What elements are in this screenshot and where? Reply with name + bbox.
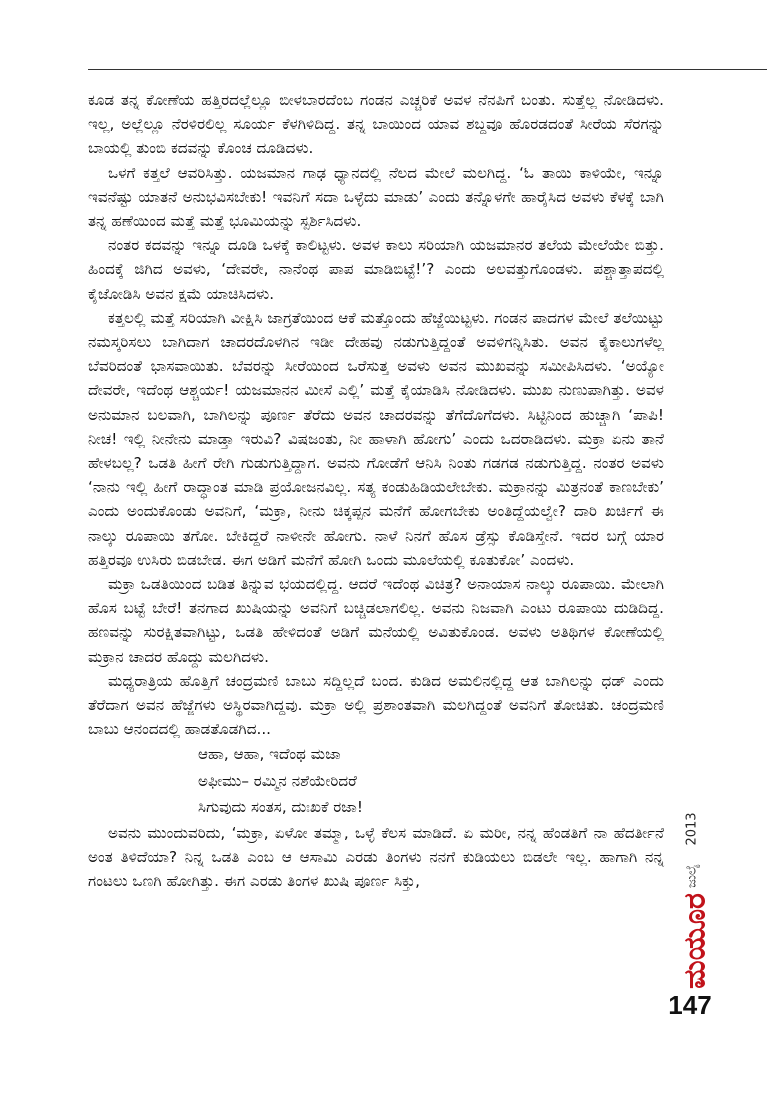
page-number: 147 xyxy=(668,990,712,1020)
issue-year-text: 2013 xyxy=(684,812,700,846)
paragraph-5: ಮಕ್ರಾ ಒಡತಿಯಿಂದ ಬಡಿತ ತಿನ್ನುವ ಭಯದಲ್ಲಿದ್ದ. ಆದರೆ ಇದೆಂಥ ವಿಚಿತ್ರ? ಅನಾಯಾಸ ನಾಲ್ಕು ರೂಪಾಯಿ. ಮೇಲಾಗಿ ಹೊಸ ಬಟ್ಟೆ ಬೇರೆ! ತನಗಾದ ಖುಷಿಯನ್ನು ಅವನಿಗೆ ಬಚ್ಚಿಡಲಾಗಲಿಲ್ಲ. ಅವನು ನಿಜವಾಗಿ ಎಂಟು ರೂಪಾಯಿ ದುಡಿದಿದ್ದ. ಹಣವನ್ನು ಸುರಕ್ಷಿತವಾಗಿಟ್ಟು, ಒಡತಿ ಹೇಳಿದಂತೆ ಅಡಿಗೆ ಮನೆಯಲ್ಲಿ ಅವಿತುಕೊಂಡ. ಅವಳು ಅತಿಥಿಗಳ ಕೋಣೆಯಲ್ಲಿ ಮಕ್ರಾನ ಚಾದರ ಹೊದ್ದು ಮಲಗಿದಳು. xyxy=(88,575,664,666)
issue-year xyxy=(681,804,703,854)
paragraph-3: ನಂತರ ಕದವನ್ನು ಇನ್ನೂ ದೂಡಿ ಒಳಕ್ಕೆ ಕಾಲಿಟ್ಟಳು. ಅವಳ ಕಾಲು ಸರಿಯಾಗಿ ಯಜಮಾನರ ತಲೆಯ ಮೇಲೆಯೇ ಬಿತ್ತು. ಹಿಂದಕ್ಕೆ ಜಿಗಿದ ಅವಳು, ‘ದೇವರೇ, ನಾನೆಂಥ ಪಾಪ ಮಾಡಿಬಿಟ್ಟೆ!’? ಎಂದು ಅಲವತ್ತುಗೊಂಡಳು. ಪಶ್ಚಾತ್ತಾಪದಲ್ಲಿ ಕೈಜೋಡಿಸಿ ಅವನ ಕ್ಷಮೆ ಯಾಚಿಸಿದಳು. xyxy=(88,236,664,303)
poem-line-3: ಸಿಗುವುದು ಸಂತಸ, ದುಃಖಕೆ ರಜಾ! xyxy=(198,798,363,817)
poem-line-1: ಆಹಾ, ಆಹಾ, ಇದೆಂಥ ಮಜಾ xyxy=(198,745,341,764)
issue-month xyxy=(680,857,704,895)
issue-month-text: ಜುಲೈ xyxy=(684,864,700,888)
paragraph-6: ಮಧ್ಯರಾತ್ರಿಯ ಹೊತ್ತಿಗೆ ಚಂದ್ರಮಣಿ ಬಾಬು ಸದ್ದಿಲ್ಲದೆ ಬಂದ. ಕುಡಿದ ಅಮಲಿನಲ್ಲಿದ್ದ ಆತ ಬಾಗಿಲನ್ನು ಧಡ್ ಎಂದು ತೆರೆದಾಗ ಅವನ ಹೆಜ್ಜೆಗಳು ಅಸ್ಥಿರವಾಗಿದ್ದವು. ಮಕ್ರಾ ಅಲ್ಲಿ ಪ್ರಶಾಂತವಾಗಿ ಮಲಗಿದ್ದಂತೆ ಅವನಿಗೆ ತೋಚಿತು. ಚಂದ್ರಮಣಿ ಬಾಬು ಆನಂದದಲ್ಲಿ ಹಾಡತೊಡಗಿದ... xyxy=(88,671,664,739)
paragraph-1: ಕೂಡ ತನ್ನ ಕೋಣೆಯ ಹತ್ತಿರದಲ್ಲೆಲ್ಲೂ ಬೀಳಬಾರದೆಂಬ ಗಂಡನ ಎಚ್ಚರಿಕೆ ಅವಳ ನೆನಪಿಗೆ ಬಂತು. ಸುತ್ತೆಲ್ಲ ನೋಡಿದಳು. ಇಲ್ಲ, ಅಲ್ಲೆಲ್ಲೂ ನೆರಳಿರಲಿಲ್ಲ ಸೂರ್ಯ ಕೆಳಗಿಳಿದಿದ್ದ. ತನ್ನ ಬಾಯಿಂದ ಯಾವ ಶಬ್ದವೂ ಹೊರಡದಂತೆ ಸೀರೆಯ ಸೆರಗನ್ನು ಬಾಯಲ್ಲಿ ತುಂಬಿ ಕದವನ್ನು ಕೊಂಚ ದೂಡಿದಳು. xyxy=(88,91,664,158)
paragraph-closing: ಅವನು ಮುಂದುವರಿದು, ‘ಮಕ್ರಾ, ಏಳೋ ತಮ್ಮಾ, ಒಳ್ಳೆ ಕೆಲಸ ಮಾಡಿದೆ. ಏ ಮರೀ, ನನ್ನ ಹೆಂಡತಿಗೆ ನಾ ಹೆದರ್ತೀನೆ ಅಂತ ತಿಳಿದೆಯಾ? ನಿನ್ನ ಒಡತಿ ಎಂಬ ಆ ಆಸಾಮಿ ಎರಡು ತಿಂಗಳು ನನಗೆ ಕುಡಿಯಲು ಬಿಡಲೇ ಇಲ್ಲ. ಹಾಗಾಗಿ ನನ್ನ ಗಂಟಲು ಒಣಗಿ ಹೋಗಿತ್ತು. ಈಗ ಎರಡು ತಿಂಗಳ ಖುಷಿ ಪೂರ್ಣ ಸಿಕ್ತು, xyxy=(88,823,664,891)
poem-verse xyxy=(88,741,664,821)
magazine-logo xyxy=(677,893,713,989)
paragraph-2: ಒಳಗೆ ಕತ್ತಲೆ ಆವರಿಸಿತ್ತು. ಯಜಮಾನ ಗಾಢ ಧ್ಯಾನದಲ್ಲಿ ನೆಲದ ಮೇಲೆ ಮಲಗಿದ್ದ. ‘ಓ ತಾಯಿ ಕಾಳಿಯೇ, ಇನ್ನೂ ಇವನೆಷ್ಟು ಯಾತನೆ ಅನುಭವಿಸಬೇಕು! ಇವನಿಗೆ ಸದಾ ಒಳ್ಳೆದು ಮಾಡು’ ಎಂದು ತನ್ನೊಳಗೇ ಹಾರೈಸಿದ ಅವಳು ಕೆಳಕ್ಕೆ ಬಾಗಿ ತನ್ನ ಹಣೆಯಿಂದ ಮತ್ತೆ ಮತ್ತೆ ಭೂಮಿಯನ್ನು ಸ್ಪರ್ಶಿಸಿದಳು. xyxy=(88,163,664,231)
paragraph-4: ಕತ್ತಲಲ್ಲಿ ಮತ್ತೆ ಸರಿಯಾಗಿ ವೀಕ್ಷಿಸಿ ಜಾಗ್ರತೆಯಿಂದ ಆಕೆ ಮತ್ತೊಂದು ಹೆಜ್ಜೆಯಿಟ್ಟಳು. ಗಂಡನ ಪಾದಗಳ ಮೇಲೆ ತಲೆಯಿಟ್ಟು ನಮಸ್ಕರಿಸಲು ಬಾಗಿದಾಗ ಚಾದರದೊಳಗಿನ ಇಡೀ ದೇಹವು ನಡುಗುತ್ತಿದ್ದಂತೆ ಅವಳಿಗನ್ನಿಸಿತು. ಅವನ ಕೈಕಾಲುಗಳೆಲ್ಲ ಬೆವರಿದಂತೆ ಭಾಸವಾಯಿತು. ಬೆವರನ್ನು ಸೀರೆಯಿಂದ ಒರೆಸುತ್ತ ಅವಳು ಅವನ ಮುಖವನ್ನು ಸಮೀಪಿಸಿದಳು. ‘ಅಯ್ಯೋ ದೇವರೇ, ಇದೆಂಥ ಆಶ್ಚರ್ಯ! ಯಜಮಾನನ ಮೀಸೆ ಎಲ್ಲಿ’ ಮತ್ತೆ ಕೈಯಾಡಿಸಿ ನೋಡಿದಳು. ಮುಖ ನುಣುಪಾಗಿತ್ತು. ಅವಳ ಅನುಮಾನ ಬಲವಾಗಿ, ಬಾಗಿಲನ್ನು ಪೂರ್ಣ ತೆರೆದು ಅವನ ಚಾದರವನ್ನು ತೆಗೆದೊಗೆದಳು. ಸಿಟ್ಟಿನಿಂದ ಹುಚ್ಚಾಗಿ ‘ಪಾಪಿ! ನೀಚ! ಇಲ್ಲಿ ನೀನೇನು ಮಾಡ್ತಾ ಇರುವಿ? ವಿಷಜಂತು, ನೀ ಹಾಳಾಗಿ ಹೋಗು’ ಎಂದು ಒದರಾಡಿದಳು. ಮಕ್ರಾ ಏನು ತಾನೆ ಹೇಳಬಲ್ಲ? ಒಡತಿ ಹೀಗೆ ರೇಗಿ ಗುಡುಗುತ್ತಿದ್ದಾಗ. ಅವನು ಗೋಡೆಗೆ ಆನಿಸಿ ನಿಂತು ಗಡಗಡ ನಡುಗುತ್ತಿದ್ದ. ನಂತರ ಅವಳು ‘ನಾನು ಇಲ್ಲಿ ಹೀಗೆ ರಾದ್ಧಾಂತ ಮಾಡಿ ಪ್ರಯೋಜನವಿಲ್ಲ. ಸತ್ಯ ಕಂಡುಹಿಡಿಯಲೇಬೇಕು. ಮಕ್ರಾನನ್ನು ಮಿತ್ರನಂತೆ ಕಾಣಬೇಕು’ ಎಂದು ಅಂದುಕೊಂಡು ಅವನಿಗೆ, ‘ಮಕ್ರಾ, ನೀನು ಚಿಕ್ಕಪ್ಪನ ಮನೆಗೆ ಹೋಗಬೇಕು ಅಂತಿದ್ದೆಯಲ್ವೇ? ದಾರಿ ಖರ್ಚಿಗೆ ಈ ನಾಲ್ಕು ರೂಪಾಯಿ ತಗೋ. ಬೇಕಿದ್ದರೆ ನಾಳೀನೇ ಹೋಗು. ನಾಳೆ ನಿನಗೆ ಹೊಸ ಡ್ರೆಸ್ಸು ಕೊಡಿಸ್ತೇನೆ. ಇದರ ಬಗ್ಗೆ ಯಾರ ಹತ್ತಿರವೂ ಉಸಿರು ಬಿಡಬೇಡ. ಈಗ ಅಡಿಗೆ ಮನೆಗೆ ಹೋಗಿ ಒಂದು ಮೂಲೆಯಲ್ಲಿ ಕೂತುಕೋ’ ಎಂದಳು. xyxy=(88,308,664,569)
magazine-name: ಮಯೂರ xyxy=(677,893,713,989)
poem-line-2: ಅಫೀಮು– ರಮ್ಮಿನ ನಶೆಯೇರಿದರೆ xyxy=(198,771,357,790)
header-rule xyxy=(88,69,767,70)
article-body xyxy=(88,88,664,894)
